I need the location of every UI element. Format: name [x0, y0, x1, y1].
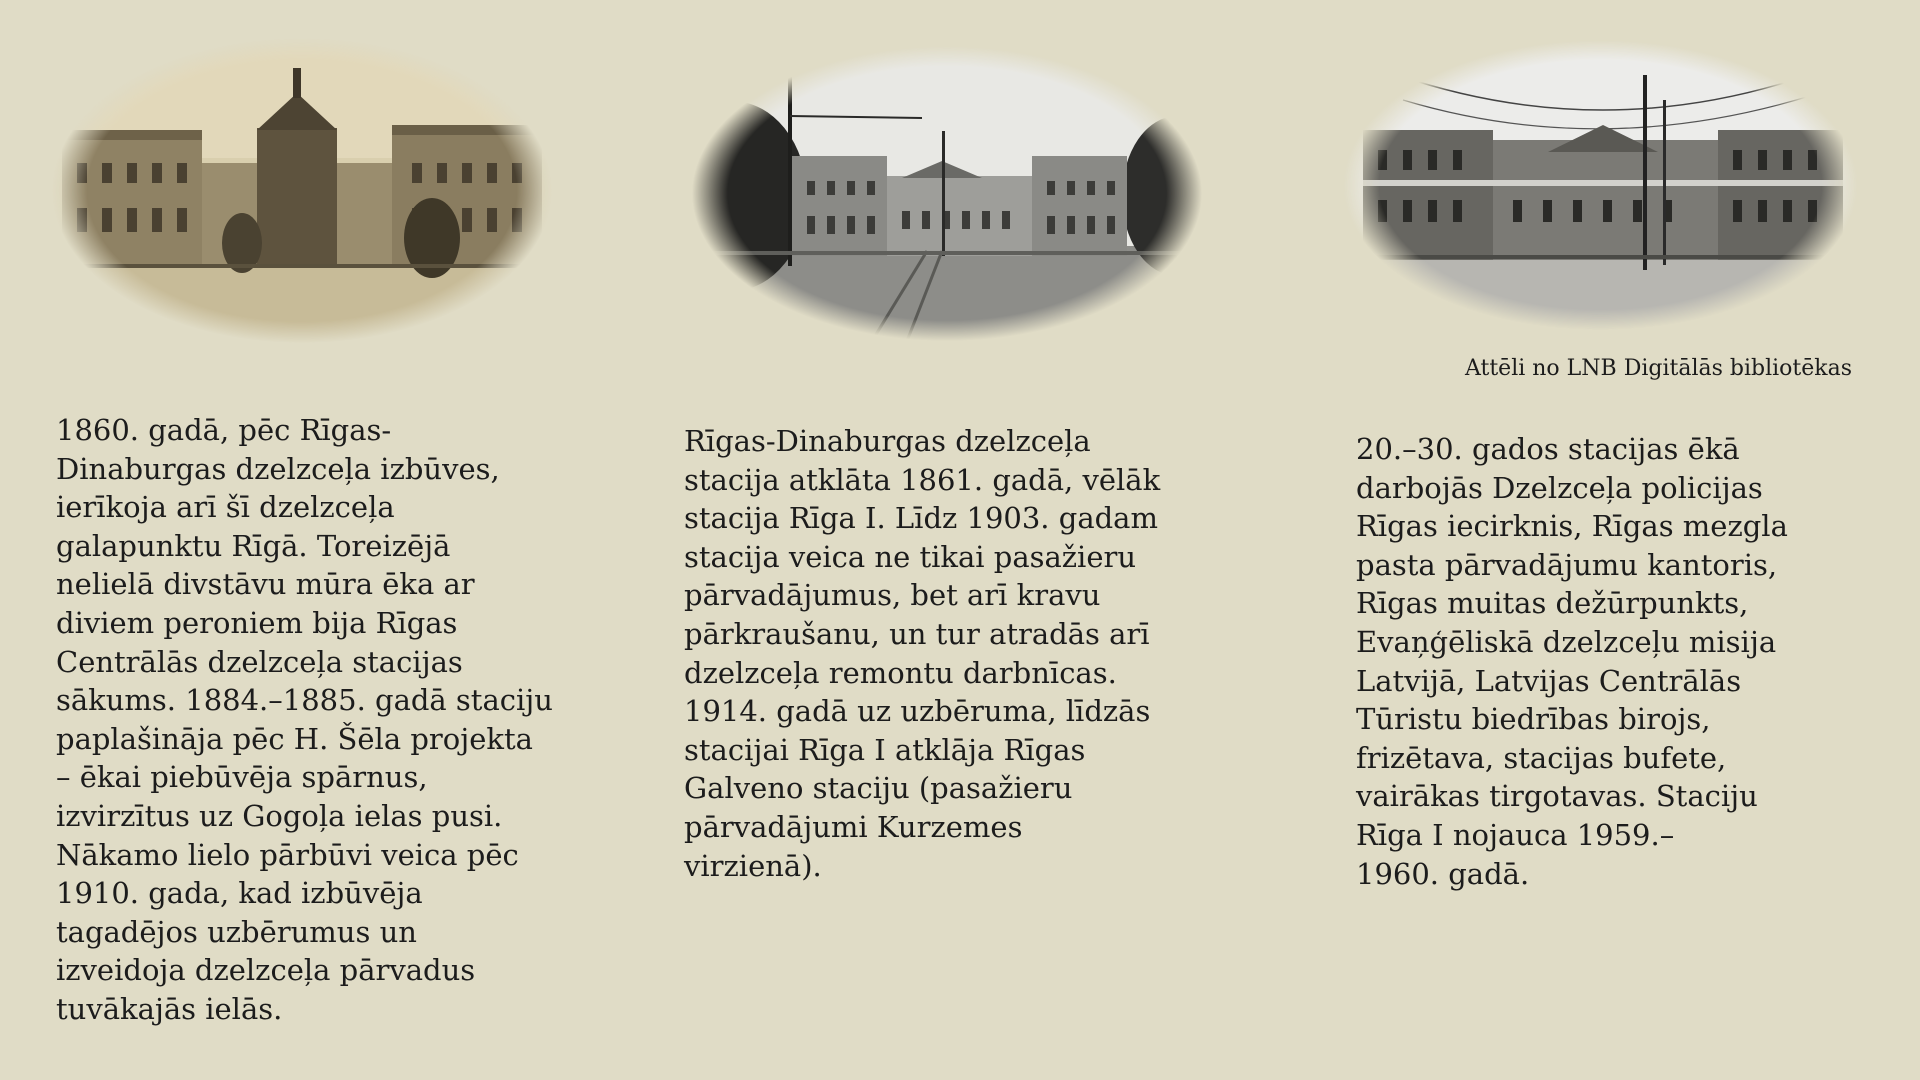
text-column-1920s: 20.–30. gados stacijas ēkā darbojās Dzelzceļa policijas Rīgas iecirknis, Rīgas mezgla pasta pārvadājumu kantoris, Rīgas muitas dežūrpunkts, Evaņģēliskā dzelzceļu misija Latvijā, Latvijas Centrālās Tūristu biedrības birojs, frizētava, stacijas bufete, vairākas tirgotavas. Staciju Rīga I nojauca 1959.– 1960. gadā.: [1356, 432, 1788, 891]
photo-station-bw-trams: [1343, 40, 1858, 330]
station-bw-street-image: [692, 46, 1202, 341]
station-bw-trams-image: [1343, 40, 1858, 330]
text-column-1860: 1860. gadā, pēc Rīgas- Dinaburgas dzelzceļa izbūves, ierīkoja arī šī dzelzceļa galapunktu Rīgā. Toreizējā nelielā divstāvu mūra ēka ar diviem peroniem bija Rīgas Centrālās dzelzceļa stacijas sākums. 1884.–1885. gadā staciju paplašināja pēc H. Šēla projekta – ēkai piebūvēja spārnus, izvirzītus uz Gogoļa ielas pusi. Nākamo lielo pārbūvi veica pēc 1910. gada, kad izbūvēja tagadējos uzbērumus un izveidoja dzelzceļa pārvadus tuvākajās ielās.: [56, 413, 553, 1026]
station-sepia-image: [52, 38, 552, 343]
photo-station-sepia: [52, 38, 552, 343]
photo-station-bw-street: [692, 46, 1202, 341]
image-credit: Attēli no LNB Digitālās bibliotēkas: [1465, 356, 1852, 381]
text-column-1861: Rīgas-Dinaburgas dzelzceļa stacija atklāta 1861. gadā, vēlāk stacija Rīga I. Līdz 1903. gadam stacija veica ne tikai pasažieru pārvadājumus, bet arī kravu pārkraušanu, un tur atradās arī dzelzceļa remontu darbnīcas. 1914. gadā uz uzbēruma, līdzās stacijai Rīga I atklāja Rīgas Galveno staciju (pasažieru pārvadājumi Kurzemes virzienā).: [684, 424, 1161, 883]
